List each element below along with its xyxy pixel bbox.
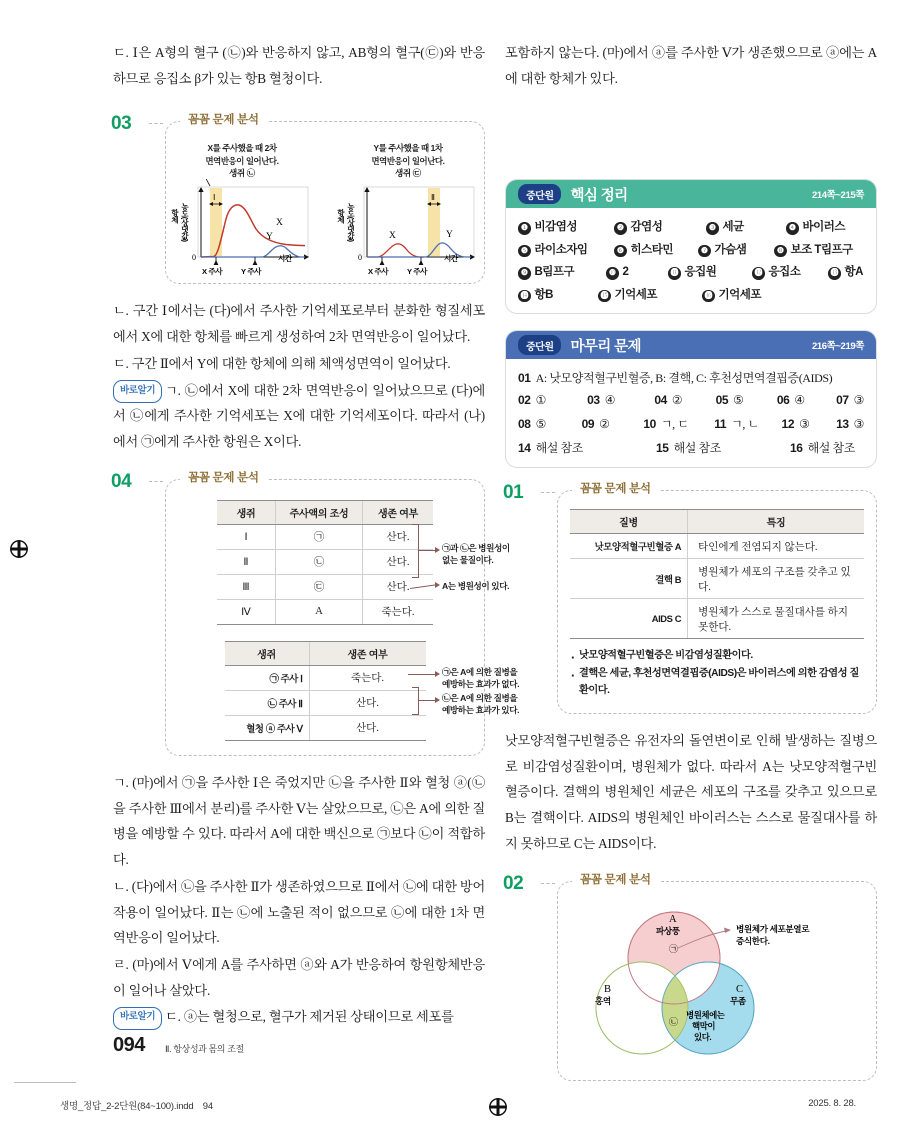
table2-wrap [176,641,520,741]
svg-text:파상풍: 파상풍 [656,925,680,936]
answer-item [782,417,837,432]
cell-survival: 산다. [363,549,434,574]
svg-text:있다.: 있다. [694,1031,712,1042]
bullet-item: · 낫모양적혈구빈혈증은 비감염성질환이다. [570,648,864,665]
cell-composition: A [276,599,363,624]
key-label: 응집소 [768,266,801,279]
graph-unit-1 [166,142,318,277]
answer-item [790,439,855,456]
right-column [505,40,877,1095]
answer-number: 10 [643,417,656,432]
paragraph: ㄷ. Ⅰ은 A형의 혈구 (㉡)와 반응하지 않고, AB형의 혈구(㉢)와 반응하므로 응집소 β가 있는 항B 혈청이다. [113,45,485,86]
svg-text:항체: 항체 [170,209,180,224]
answer-value: ① [535,393,546,408]
connector-dash [149,481,163,483]
answer-item [518,369,832,386]
key-item [606,266,668,280]
key-number: ❸ [706,222,719,235]
answer-item [582,417,644,432]
answer-item [518,417,582,432]
svg-text:㉡: ㉡ [669,1016,679,1027]
answer-number: 14 [518,441,531,456]
answer-row [518,369,864,386]
key-label: 세균 [722,221,744,234]
barolalgi-badge: 바로알기 [113,380,162,403]
key-number: ⓰ [702,290,715,303]
summary-pages: 214쪽~215쪽 [811,190,864,202]
cell-mouse: Ⅳ [217,599,276,624]
analysis-number: 02 [503,872,524,894]
answer-item [836,417,864,432]
svg-text:Y: Y [446,230,453,241]
answer-number: 16 [790,441,803,456]
paragraph-barolalgi-03 [113,378,485,455]
answer-number: 13 [836,417,849,432]
cell-mouse: Ⅱ [217,549,276,574]
cell-mouse: Ⅰ [217,524,276,549]
col-header: 특징 [688,510,864,534]
cell-feature: 병원체가 세포의 구조를 갖추고 있다. [688,559,864,599]
key-number: ❿ [606,267,619,280]
brace [412,524,419,578]
answer-number: 05 [715,393,729,408]
graph-mouse-label-2: 생쥐 ㉢ [395,168,421,179]
barolalgi-badge: 바로알기 [113,1007,162,1030]
answer-value: A: 낫모양적혈구빈혈증, B: 결핵, C: 후천성면역결핍증(AIDS) [535,371,833,386]
barolalgi-text: ㄷ. ⓐ는 혈청으로, 혈구가 제거된 상태이므로 세포를 [165,1009,454,1025]
cell-treatment: 혈청 ⓐ 주사 Ⅴ [225,715,310,740]
antibody-graph-2 [332,179,484,277]
table-header-row [570,510,864,534]
cell-disease: AIDS C [570,599,688,639]
problem-badge: 중단원 [518,335,561,355]
cell-feature: 타인에게 전염되지 않는다. [688,534,864,559]
analysis-number: 03 [111,113,132,135]
key-item [598,286,702,303]
answer-number: 06 [776,393,790,408]
key-item [786,218,845,235]
cell-survival: 죽는다. [309,665,426,690]
key-number: ❼ [698,245,711,258]
svg-text:병원체가 세포분열로: 병원체가 세포분열로 [736,923,810,934]
cell-disease: 결핵 B [570,559,688,599]
table1-wrap [176,500,510,625]
answer-item [587,393,654,408]
answer-number: 04 [654,393,667,408]
analysis-number: 01 [503,482,524,504]
cell-feature: 병원체가 스스로 물질대사를 하지 못한다. [688,599,864,639]
answer-value: ⑤ [733,393,744,408]
key-item [698,241,774,258]
key-number: ❽ [774,245,787,258]
survival-table [225,641,426,741]
table-row [225,665,426,690]
trim-line [14,1082,76,1083]
key-label: 바이러스 [802,221,845,234]
answer-row [518,393,864,408]
key-row [518,263,864,280]
venn-diagram [568,900,868,1068]
key-number: ❻ [614,245,627,258]
col-header: 생존 여부 [309,641,426,665]
answer-value: ④ [794,393,805,408]
key-item [518,263,606,280]
paragraph-barolalgi-04 [113,1004,485,1030]
summary-box-header [506,180,876,208]
analysis-block-03 [111,113,485,284]
answer-value: ③ [853,393,864,408]
svg-text:X: X [389,231,396,242]
answer-number: 09 [581,417,595,432]
answer-item [714,415,781,432]
svg-text:C: C [736,983,744,995]
analysis-tag: 꼼꼼 문제 분석 [180,469,267,485]
problem-pages: 216쪽~219쪽 [811,341,864,353]
key-item [774,241,853,258]
answer-item [777,393,836,408]
svg-text:항체: 항체 [336,209,346,224]
answer-value: 해설 참조 [673,441,721,456]
problem-box-header [506,331,876,359]
annotation-3: ㉠은 A에 의한 질병을 예방하는 효과가 없다. [442,666,520,689]
key-item [668,263,752,280]
cell-survival: 산다. [309,690,426,715]
analysis-block-01 [503,482,877,713]
analysis-tag: 꼼꼼 문제 분석 [572,871,659,887]
table-row [225,715,426,740]
key-item [518,241,614,258]
key-label: 히스타민 [630,243,673,256]
svg-text:Ⅰ: Ⅰ [213,193,216,203]
key-number: ⓫ [668,267,681,280]
date-stamp: 2025. 8. 28. [808,1098,856,1109]
paragraph: 포함하지 않는다. (마)에서 ⓐ를 주사한 Ⅴ가 생존했으므로 ⓐ에는 A에 대한 항체가 있다. [505,45,877,86]
answer-value: ④ [604,393,616,408]
key-item [828,263,863,280]
key-item [518,218,614,235]
key-item [614,241,698,258]
svg-text:핵막이: 핵막이 [692,1020,716,1031]
svg-text:Y: Y [266,232,273,243]
svg-text:무좀: 무좀 [730,995,746,1006]
answer-value: 해설 참조 [807,441,855,456]
bullet-list [570,648,864,699]
key-label: 비감염성 [534,221,577,234]
key-number: ⓭ [828,267,841,280]
venn-diagram-wrap [568,900,866,1072]
svg-text:농도(상댓값): 농도(상댓값) [180,203,190,242]
answer-item [654,393,715,408]
svg-text:X 주사: X 주사 [202,267,223,277]
antibody-graph-1 [166,179,318,277]
answer-item [643,415,714,432]
table-row [570,599,864,639]
barolalgi-text: ㄱ. ㉡에서 X에 대한 2차 면역반응이 일어났으므로 (다)에서 ㉡에게 주사한 기억세포는 X에 대한 기억세포이다. 따라서 (나)에서 ㉠에게 주사한 항원은 X이다. [113,382,485,450]
table-header-row [217,500,433,524]
key-number: ⓬ [752,267,765,280]
key-item [614,218,706,235]
key-label: 감염성 [630,221,663,234]
cell-composition: ㉢ [276,574,363,599]
summary-box [505,179,877,314]
table-row [570,534,864,559]
key-label: 2 [622,266,629,279]
svg-text:시간: 시간 [278,254,292,264]
problem-box-body [506,359,876,467]
annotation-arrow-line [418,700,436,701]
connector-dash [541,883,555,885]
svg-text:Y 주사: Y 주사 [407,267,428,277]
paragraph: ㄱ. (마)에서 ㉠을 주사한 Ⅰ은 죽었지만 ㉡을 주사한 Ⅱ와 혈청 ⓐ(㉡을 주사한 Ⅲ에서 분리)를 주사한 Ⅴ는 살았으므로, ㉡은 A에 의한 질병을 예방할 수 있다. 따라서 A에 대한 백신으로 ㉠보다 ㉡이 적합하다. [113,774,485,868]
cell-survival: 산다. [363,574,434,599]
answer-number: 02 [518,393,531,408]
answer-row [518,415,864,432]
connector-dash [541,492,555,494]
disease-table [570,509,864,639]
key-number: ⓯ [598,290,611,303]
problem-box [505,330,877,468]
graph-unit-2 [332,142,484,277]
key-item [706,218,786,235]
bullet-item: · 결핵은 세균, 후천성면역결핍증(AIDS)은 바이러스에 의한 감염성 질환이다. [570,666,864,700]
annotation-arrow-head-icon [435,697,440,703]
analysis-number: 04 [111,470,132,492]
answer-item [518,439,656,456]
svg-text:병원체에는: 병원체에는 [686,1009,725,1020]
answer-number: 12 [781,417,795,432]
col-header: 생존 여부 [363,500,434,524]
table-row [217,549,433,574]
svg-text:A: A [669,913,677,925]
table-row [217,524,433,549]
svg-text:B: B [604,983,612,995]
injection-table [217,500,433,625]
svg-text:Ⅱ: Ⅱ [431,193,435,203]
annotation-arrow-head-icon [435,671,440,677]
annotation-arrow-line [418,550,436,551]
key-label: 라이소자임 [534,243,588,256]
col-header: 생쥐 [225,641,310,665]
paragraph: ㄴ. (다)에서 ㉡을 주사한 Ⅱ가 생존하였으므로 Ⅱ에서 ㉡에 대한 방어작용이 일어났다. Ⅱ는 ㉡에 노출된 적이 없으므로 ㉡에 대한 1차 면역반응이 일어났다. [113,878,485,946]
answer-number: 08 [518,417,531,432]
key-item [702,286,761,303]
answer-number: 07 [836,393,849,408]
cell-survival: 죽는다. [363,599,434,624]
key-number: ❺ [518,245,531,258]
table-header-row [225,641,426,665]
answer-number: 15 [656,441,669,456]
answer-number: 01 [518,371,531,386]
svg-text:홍역: 홍역 [595,995,611,1006]
paragraph: 낫모양적혈구빈혈증은 유전자의 돌연변이로 인해 발생하는 질병으로 비감염성질환이며, 병원체가 없다. 따라서 A는 낫모양적혈구빈혈증이다. 결핵의 병원체인 세균은 세포의 구조를 갖추고 있으므로 B는 결핵이다. AIDS의 병원체인 바이러스는 스스로 물질대사를 하지 못하므로 C는 AIDS이다. [505,732,877,851]
answer-row [518,439,864,456]
cell-composition: ㉡ [276,549,363,574]
key-item [752,263,828,280]
annotation-4: ㉡은 A에 의한 질병을 예방하는 효과가 있다. [442,692,520,715]
cell-treatment: ㉡ 주사 Ⅱ [225,690,310,715]
key-number: ❷ [614,222,627,235]
svg-text:증식한다.: 증식한다. [736,935,770,946]
annotation-arrow-line [408,674,436,675]
cell-survival: 산다. [309,715,426,740]
key-item [518,286,598,303]
registration-mark-icon [10,540,28,558]
answer-item [656,439,790,456]
svg-text:0: 0 [358,253,362,263]
answer-item [716,393,777,408]
svg-text:Y 주사: Y 주사 [241,267,262,277]
summary-title: 핵심 정리 [570,187,628,204]
analysis-tag: 꼼꼼 문제 분석 [180,111,267,127]
summary-badge: 중단원 [518,184,561,204]
answer-number: 03 [587,393,600,408]
table-row [225,690,426,715]
svg-text:시간: 시간 [444,254,458,264]
key-label: 항A [844,266,863,279]
answer-value: ③ [799,417,810,432]
annotation-arrow-head-icon [435,547,440,553]
key-number: ❹ [786,222,799,235]
answer-value: ③ [853,417,864,432]
problem-title: 마무리 문제 [570,338,641,355]
analysis-tag: 꼼꼼 문제 분석 [572,480,659,496]
key-number: ❾ [518,267,531,280]
analysis-block-02 [503,872,877,1081]
paragraph: ㄷ. 구간 Ⅱ에서 Y에 대한 항체에 의해 체액성면역이 일어났다. [113,355,451,371]
answer-item [836,393,864,408]
page-unit-title: Ⅱ. 항상성과 몸의 조절 [165,1044,244,1054]
table-row [217,574,433,599]
cell-survival: 산다. [363,524,434,549]
answer-value: ㄱ, ㄴ [731,417,759,432]
paragraph: ㄹ. (마)에서 Ⅴ에게 A를 주사하면 ⓐ와 A가 반응하여 항원항체반응이 일어나 살았다. [113,957,485,998]
key-row [518,241,864,258]
key-label: 기억세포 [614,288,657,301]
graph-caption-1: X를 주사했을 때 2차 면역반응이 일어난다. [205,143,279,166]
graph-row [170,142,470,277]
summary-box-body [506,208,876,313]
graph-caption-2: Y를 주사했을 때 1차 면역반응이 일어난다. [371,143,445,166]
connector-dash [149,123,163,125]
key-row [518,286,864,303]
answer-value: ㄱ, ㄷ [660,417,689,432]
file-info: 생명_정답_2-2단원(84~100).indd 94 [60,1101,213,1112]
answer-number: 11 [714,417,727,432]
key-label: 기억세포 [718,288,761,301]
col-header: 주사액의 조성 [276,500,363,524]
svg-text:㉠: ㉠ [669,943,679,954]
svg-text:X 주사: X 주사 [368,267,389,277]
svg-text:0: 0 [192,253,196,263]
key-label: 항B [534,288,553,301]
answer-value: ⑤ [535,417,546,432]
cell-disease: 낫모양적혈구빈혈증 A [570,534,688,559]
registration-mark-icon [489,1098,507,1116]
paragraph: ㄴ. 구간 Ⅰ에서는 (다)에서 주사한 기억세포로부터 분화한 형질세포에서 X에 대한 항체를 빠르게 생성하여 2차 면역반응이 일어났다. [113,303,485,345]
key-number: ⓮ [518,290,531,303]
key-row [518,218,864,235]
col-header: 질병 [570,510,688,534]
key-label: 보조 T림프구 [790,243,853,256]
key-label: B림프구 [534,266,575,279]
key-label: 응집원 [684,266,717,279]
brace [412,687,419,715]
answer-value: ② [599,417,610,432]
annotation-2: A는 병원성이 있다. [442,580,510,591]
table-row [570,559,864,599]
answer-value: ② [671,393,683,408]
cell-treatment: ㉠ 주사 Ⅰ [225,665,310,690]
key-number: ❶ [518,222,531,235]
svg-text:농도(상댓값): 농도(상댓값) [346,203,356,242]
col-header: 생쥐 [217,500,276,524]
annotation-1: ㉠과 ㉡은 병원성이 없는 물질이다. [442,542,510,565]
answer-value: 해설 참조 [535,441,583,456]
page-number: 094 [113,1034,145,1056]
table-row [217,599,433,624]
cell-mouse: Ⅲ [217,574,276,599]
key-label: 가슴샘 [714,243,747,256]
graph-mouse-label-1: 생쥐 ㉡ [229,168,255,179]
cell-composition: ㉠ [276,524,363,549]
answer-item [518,393,587,408]
annotation-arrow-head-icon [435,582,440,588]
svg-text:X: X [276,218,283,229]
